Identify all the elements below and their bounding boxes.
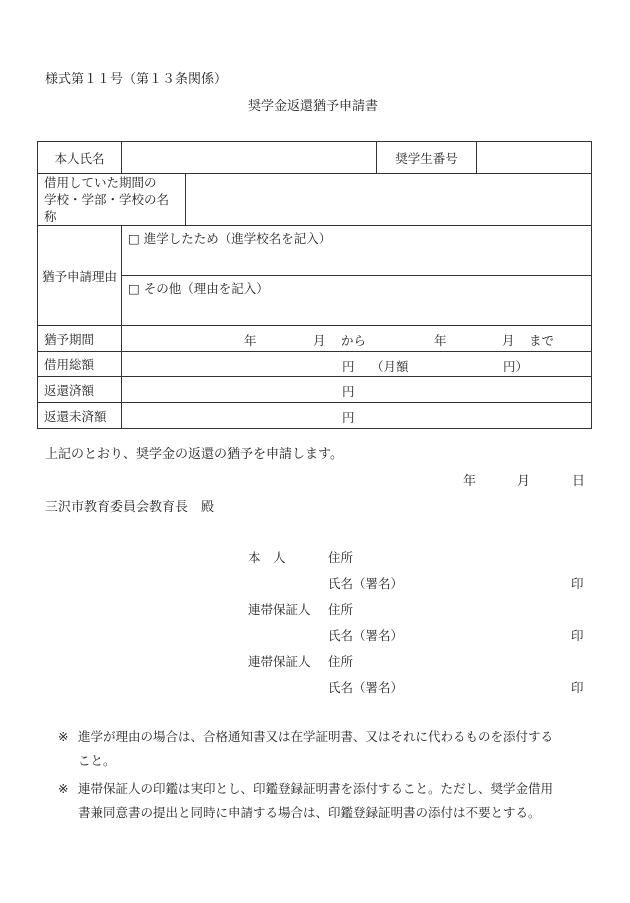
reason-row-2 bbox=[38, 276, 592, 326]
reason-row-1 bbox=[38, 226, 592, 276]
note-1-mark: ※ bbox=[58, 729, 69, 744]
total-yen: 円 bbox=[342, 359, 355, 374]
reason-option-advancement-text: □ 進学したため（進学校名を記入） bbox=[128, 231, 332, 246]
note-2-line-2: 書兼同意書の提出と同時に申請する場合は、印鑑登録証明書の添付は不要とする。 bbox=[78, 805, 541, 820]
application-table bbox=[37, 141, 592, 429]
repaid-yen: 円 bbox=[342, 384, 355, 399]
note-2 bbox=[58, 777, 590, 825]
date-year: 年 bbox=[463, 474, 477, 489]
note-1-line-2: こと。 bbox=[78, 753, 116, 768]
guarantor-2-label: 連帯保証人 bbox=[248, 654, 311, 669]
name-input[interactable] bbox=[122, 142, 377, 174]
note-2-mark: ※ bbox=[58, 781, 69, 796]
guarantor-2-seal: 印 bbox=[571, 680, 584, 695]
school-label bbox=[38, 174, 186, 226]
guarantor-2-address-label[interactable]: 住所 bbox=[328, 654, 354, 669]
statement: 上記のとおり、奨学金の返還の猶予を申請します。 bbox=[45, 447, 343, 462]
school-label-line1: 借用していた期間の bbox=[44, 175, 157, 190]
total-input[interactable] bbox=[122, 352, 592, 377]
self-name-label[interactable]: 氏名（署名） bbox=[328, 576, 404, 591]
deferral-until: まで bbox=[529, 333, 555, 348]
name-label: 本人氏名 bbox=[38, 142, 122, 174]
deferral-year-2: 年 bbox=[434, 333, 447, 348]
note-1-line-1: 進学が理由の場合は、合格通知書又は在学証明書、又はそれに代わるものを添付する bbox=[78, 729, 554, 744]
deferral-from: から bbox=[341, 333, 367, 348]
reason-option-other-text: □ その他（理由を記入） bbox=[128, 281, 269, 296]
date-day: 日 bbox=[572, 474, 586, 489]
unpaid-row bbox=[38, 403, 592, 429]
name-row bbox=[38, 142, 592, 174]
addressee: 三沢市教育委員会教育長 殿 bbox=[45, 500, 215, 515]
self-label: 本 人 bbox=[248, 550, 286, 565]
deferral-month-1: 月 bbox=[313, 333, 326, 348]
guarantor-1-label: 連帯保証人 bbox=[248, 602, 311, 617]
note-2-line-1: 連帯保証人の印鑑は実印とし、印鑑登録証明書を添付すること。ただし、奨学金借用 bbox=[78, 781, 554, 796]
unpaid-label: 返還未済額 bbox=[38, 403, 122, 429]
student-number-label: 奨学生番号 bbox=[377, 142, 477, 174]
page-title: 奨学金返還猶予申請書 bbox=[248, 99, 379, 114]
monthly-close: 円） bbox=[503, 359, 529, 374]
reason-option-advancement[interactable] bbox=[122, 226, 592, 276]
date-month: 月 bbox=[517, 474, 531, 489]
note-1 bbox=[58, 725, 590, 773]
reason-option-other[interactable] bbox=[122, 276, 592, 326]
total-row bbox=[38, 352, 592, 377]
student-number-input[interactable] bbox=[477, 142, 592, 174]
deferral-period-label: 猶予期間 bbox=[38, 326, 122, 352]
unpaid-yen: 円 bbox=[342, 410, 355, 425]
deferral-period-row bbox=[38, 326, 592, 352]
school-label-line2: 学校・学部・学校の名称 bbox=[44, 192, 170, 224]
school-row bbox=[38, 174, 592, 226]
repaid-row bbox=[38, 377, 592, 403]
reason-label: 猶予申請理由 bbox=[38, 226, 122, 326]
form-number: 様式第１１号（第１３条関係） bbox=[45, 72, 228, 87]
guarantor-1-name-label[interactable]: 氏名（署名） bbox=[328, 628, 404, 643]
self-address-label[interactable]: 住所 bbox=[328, 550, 354, 565]
deferral-month-2: 月 bbox=[502, 333, 515, 348]
deferral-period-input[interactable] bbox=[122, 326, 592, 352]
school-input[interactable] bbox=[186, 174, 592, 226]
self-seal: 印 bbox=[571, 576, 584, 591]
guarantor-1-seal: 印 bbox=[571, 628, 584, 643]
repaid-input[interactable] bbox=[122, 377, 592, 403]
repaid-label: 返還済額 bbox=[38, 377, 122, 403]
guarantor-1-address-label[interactable]: 住所 bbox=[328, 602, 354, 617]
guarantor-2-name-label[interactable]: 氏名（署名） bbox=[328, 680, 404, 695]
monthly-open: （月額 bbox=[371, 359, 409, 374]
unpaid-input[interactable] bbox=[122, 403, 592, 429]
deferral-year-1: 年 bbox=[244, 333, 257, 348]
total-label: 借用総額 bbox=[38, 352, 122, 377]
